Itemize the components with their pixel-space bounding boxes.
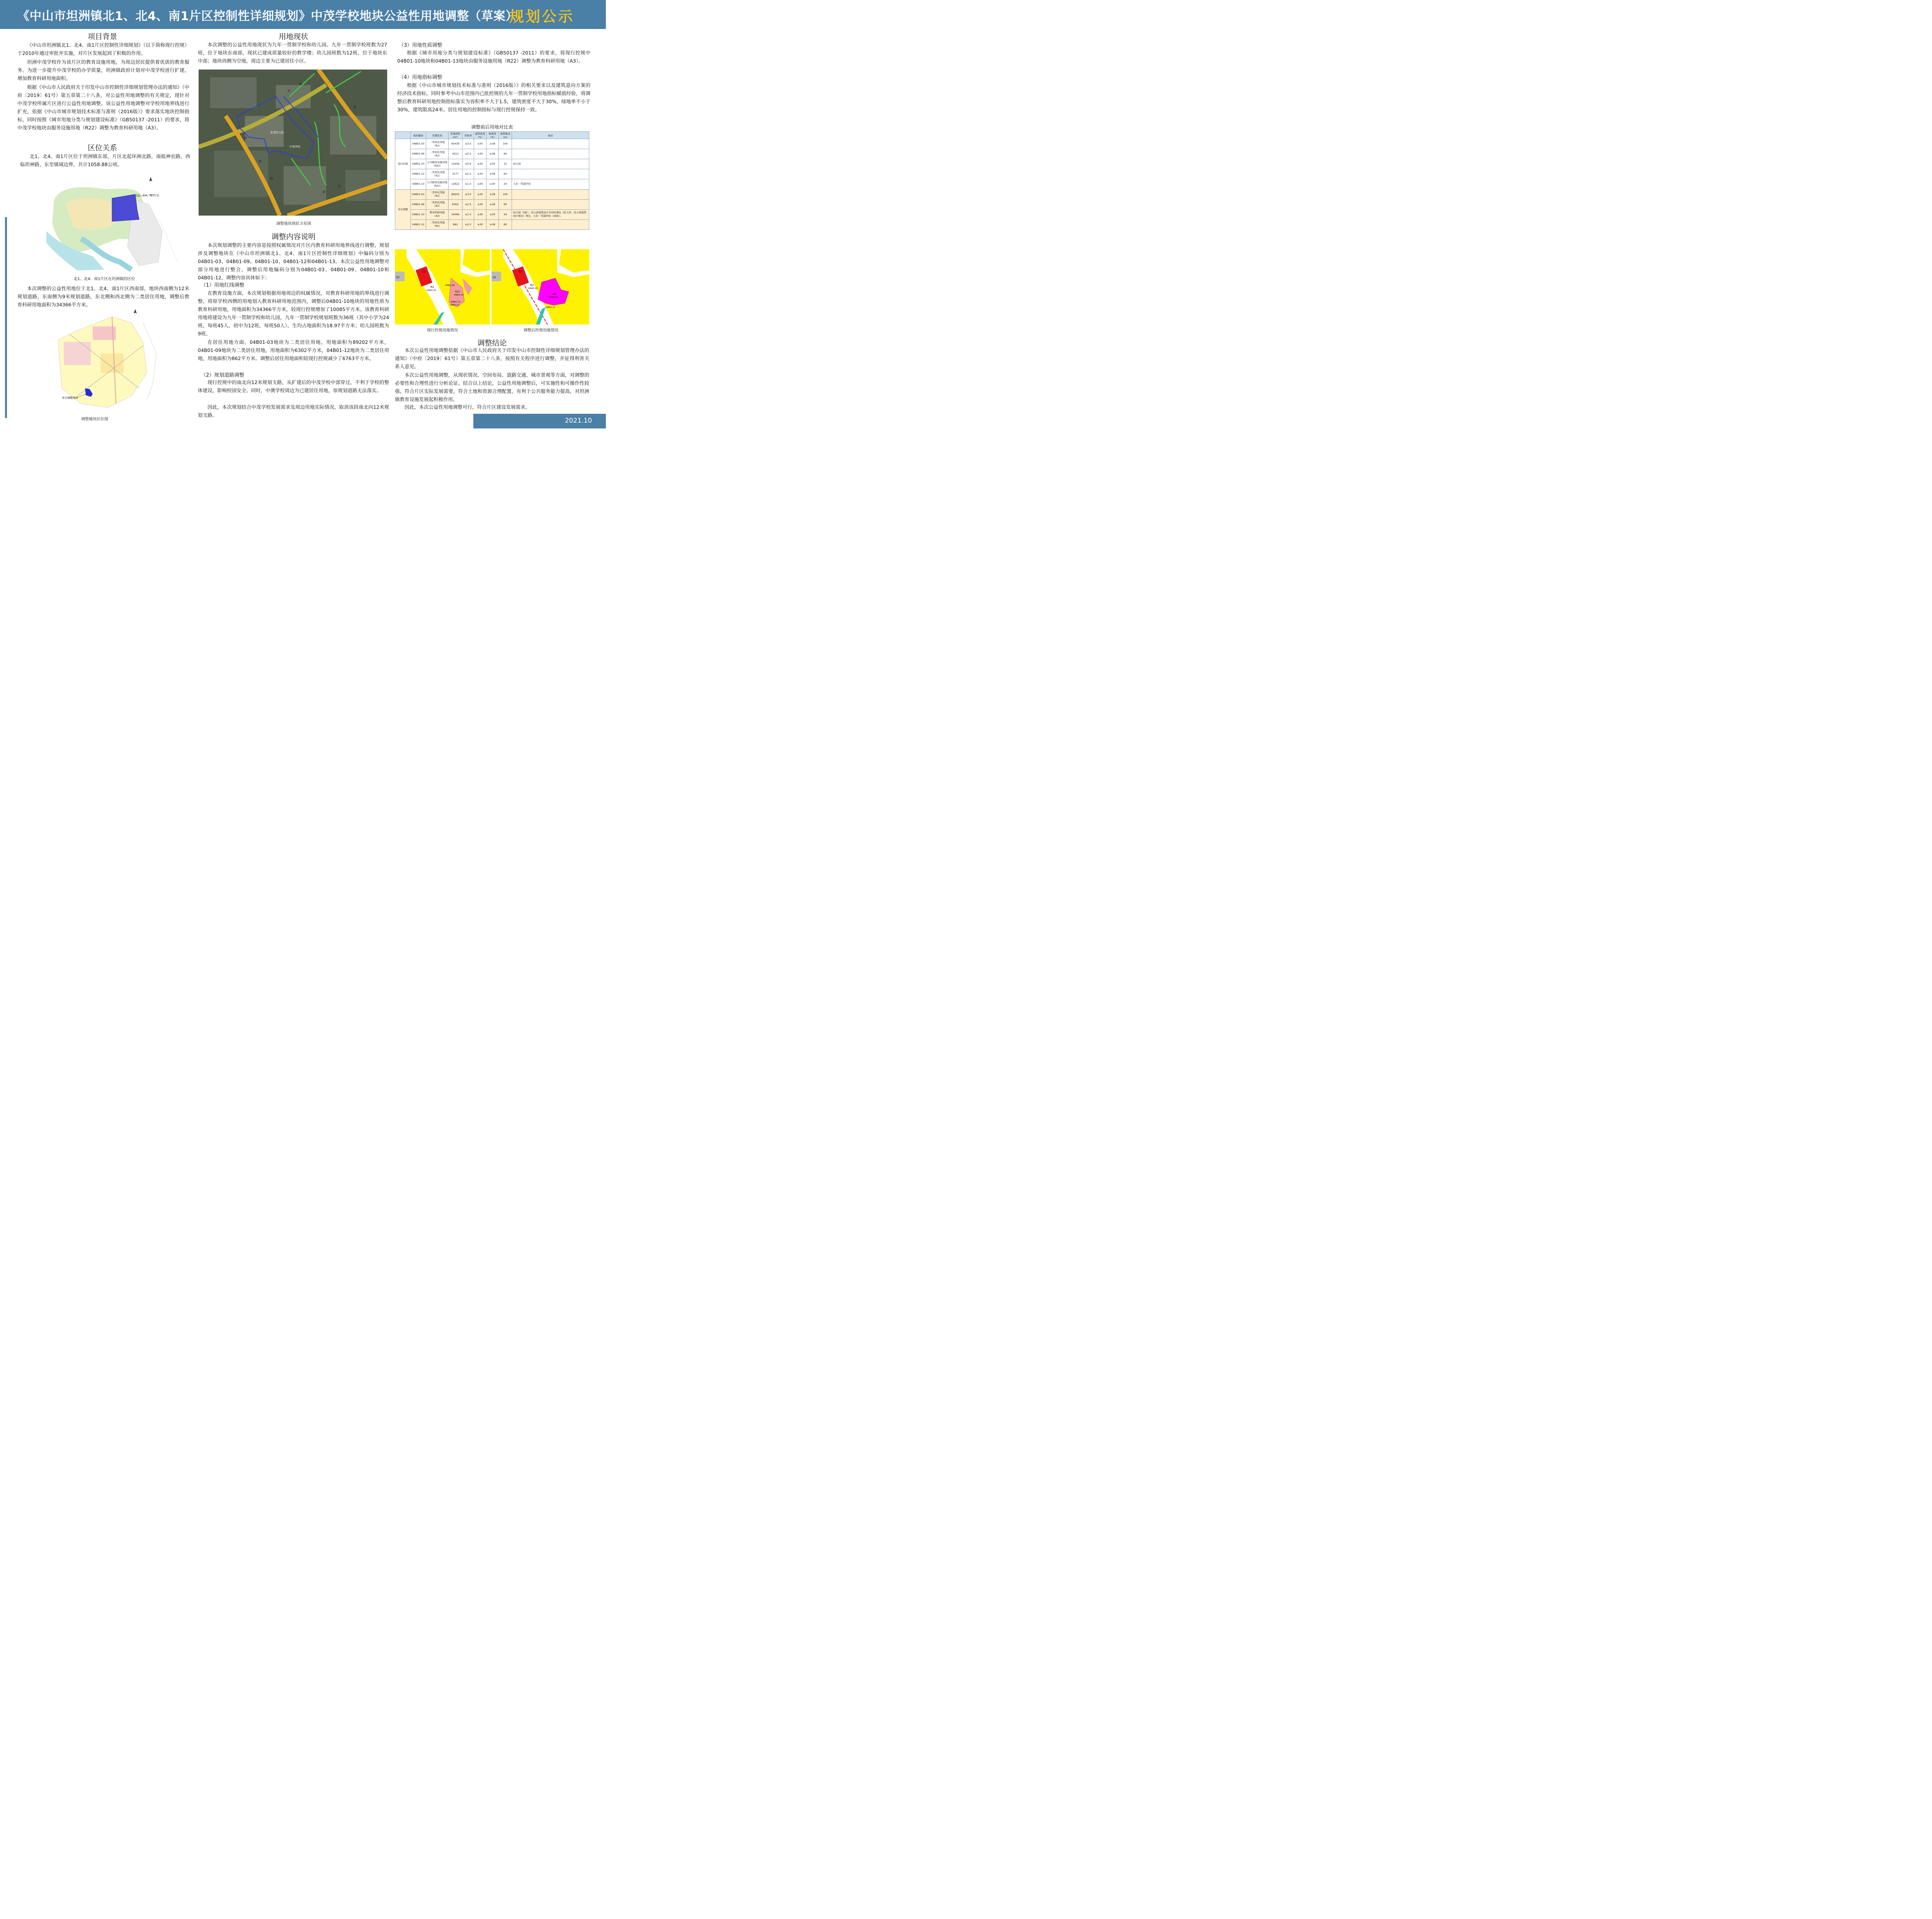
- district-map-label: 北1、北4、南1片区: [135, 194, 160, 197]
- table-cell: 幼儿园（9班），幼儿园建筑设计应同时满足《托儿所、幼儿园建筑设计规范》规定，九年一贯制学校（36班）。: [512, 209, 589, 219]
- table-cell: 04B01-12: [411, 169, 426, 179]
- table-cell: ≤30: [474, 209, 486, 219]
- table-cell: 二类居住用地（R2）: [426, 219, 449, 229]
- table-cell: ≤0.6: [463, 159, 474, 169]
- content-subheading-1: （1）用地红线调整: [201, 282, 245, 288]
- table-header-cell: 地块编码: [411, 132, 426, 139]
- adjusted-plan-label-a3: A3: [553, 292, 556, 296]
- notice-stamp: 规划公示: [509, 8, 575, 25]
- table-cell: 04B01-10: [411, 159, 426, 169]
- conclusion-heading: 调整结论: [477, 339, 507, 347]
- location-para-2: 本次调整的公益性用地位于北1、北4、南1片区西南部，地块西南侧为12米规划道路，东南侧为9米规划道路，东北侧和西北侧为二类居住用地，调整后教育科研用地面积为34366平方米。: [17, 286, 189, 308]
- table-cell: ≤2.5: [463, 219, 474, 229]
- table-cell: ≤3.0: [463, 139, 474, 149]
- table-cell: 04B01-10: [411, 209, 426, 219]
- table-cell: [512, 139, 589, 149]
- background-heading: 项目背景: [87, 32, 117, 41]
- footer-bar: [473, 414, 606, 428]
- table-row: [395, 209, 589, 219]
- adjusted-plan-label-c2: C2: [519, 270, 522, 273]
- table-cell: ≥38: [486, 219, 499, 229]
- table-header-cell: 用地性质: [426, 132, 449, 139]
- current-plan-code-03: 04B01-03: [427, 289, 436, 292]
- table-cell: 04B01-03: [411, 139, 426, 149]
- table-cell: ≤30: [474, 169, 486, 179]
- table-cell: 60: [499, 149, 512, 159]
- parcel-map-caption: 调整地块区位图: [81, 417, 108, 422]
- comparison-table: [395, 131, 589, 230]
- table-header-cell: 容积率: [463, 132, 474, 139]
- table-row: [395, 189, 589, 199]
- sat-road-label-2: 路: [299, 82, 302, 86]
- table-row: [395, 179, 589, 189]
- table-cell: 二类居住用地（R2）: [426, 199, 449, 209]
- sat-road-label-5: 路: [270, 177, 273, 180]
- table-cell: ≤30: [474, 159, 486, 169]
- table-cell: ≤30: [474, 189, 486, 199]
- table-cell: [512, 169, 589, 179]
- table-cell: ≤30: [474, 149, 486, 159]
- sat-road-label-7: 神: [322, 190, 325, 194]
- table-cell: 九年一贯制学校: [512, 179, 589, 189]
- table-cell: 04B01-09: [411, 199, 426, 209]
- sat-road-label-6: 农: [338, 185, 341, 188]
- table-header-row: [395, 132, 589, 139]
- table-cell: 95439: [449, 139, 463, 149]
- sidebar-accent: [5, 217, 7, 418]
- table-cell: [512, 149, 589, 159]
- table-cell: 4513: [449, 149, 463, 159]
- table-cell: 12622: [449, 179, 463, 189]
- table-cell: 6302: [449, 199, 463, 209]
- current-plan-code-12: 04B01-12: [450, 304, 459, 306]
- table-cell: ≤1.5: [463, 209, 474, 219]
- table-cell: ≥38: [486, 139, 499, 149]
- sat-road-label-3: 神: [244, 136, 247, 140]
- status-heading: 用地现状: [279, 32, 308, 41]
- adjusted-plan-code-03: 04B01-03: [528, 287, 538, 290]
- table-cell: ≤30: [474, 199, 486, 209]
- adjusted-plan-label-s2: S2: [493, 276, 496, 279]
- table-cell: 34366: [449, 209, 463, 219]
- table-cell: ≤3.0: [463, 189, 474, 199]
- table-cell: ≥30: [486, 209, 499, 219]
- table-cell: 60: [499, 199, 512, 209]
- table-cell: 04B01-09: [411, 149, 426, 159]
- table-cell: 公共服务设施用地（R22）: [426, 179, 449, 189]
- table-row: [395, 219, 589, 229]
- background-para-2: 坦洲中茂学校作为该片区的教育设施用地，为周边居民提供着优质的教育服务。为进一步提升中茂学校的办学质量，坦洲镇政府计划对中茂学校进行扩建，增加教育科研用地面积。: [17, 59, 189, 81]
- page-title: 《中山市坦洲镇北1、北4、南1片区控制性详细规划》中茂学校地块公益性用地调整（草案）: [17, 9, 518, 23]
- nature-para-1: 根据《城市用地分类与规划建设标准》（GB50137 -2011）的要求，将现行控规中04B01-10地块和04B01-13地块由服务设施用地（R22）调整为教育科研用地（A3）。: [397, 50, 590, 64]
- table-header-cell: [395, 132, 411, 139]
- table-cell: 04B01-12: [411, 219, 426, 229]
- table-cell: 20: [499, 179, 512, 189]
- table-cell: 100: [499, 189, 512, 199]
- current-plan-label-c2: C2: [422, 270, 426, 273]
- content-subheading-2: （2）规划道路调整: [201, 372, 245, 378]
- location-para-1: 北1、北4、南1片区位于坦洲镇东部，片区北起环洲北路，南抵神农路，西临坦神路，东至镇域边界，共计1058.88公顷。: [20, 153, 190, 167]
- content-para-1: 本次规划调整的主要内容是按照权属情况对片区内教育科研用地界线进行调整，规划涉及调整地块在《中山市坦洲镇北1、北4、南1片区控制性详细规划》中编码分别为04B01-03、04B01-09、04B01-10、04B01-12和04B01-13。本次公益性用地调整对部分用地进行整合，调整后用地编码分别为04B01-03、04B01-09、04B01-10和04B01-12，调整内容具体如下：: [198, 242, 389, 280]
- adjusted-plan-code-12: 04B01-12: [546, 306, 555, 309]
- table-cell: ≤2.5: [463, 169, 474, 179]
- table-group-cell: 现行控规: [395, 139, 411, 190]
- table-header-cell: 建筑限高（m）: [499, 132, 512, 139]
- table-cell: 60: [499, 219, 512, 229]
- adjusted-plan-map: [492, 249, 589, 325]
- table-cell: 04B01-13: [411, 179, 426, 189]
- current-plan-code-13: 04B01-13: [451, 301, 461, 303]
- table-header-cell: 用地面积（m²）: [449, 132, 463, 139]
- table-cell: 二类居住用地（R2）: [426, 169, 449, 179]
- district-map-caption: 北1、北4、南1片区在坦洲镇的区位: [73, 277, 135, 281]
- sat-road-label-8: 路: [353, 105, 356, 109]
- table-cell: 04B01-03: [411, 189, 426, 199]
- table-header-cell: 建筑密度（%）: [474, 132, 486, 139]
- table-cell: 二类居住用地（R2）: [426, 189, 449, 199]
- table-cell: 15: [499, 159, 512, 169]
- nature-subheading: （3）用地性质调整: [399, 42, 442, 48]
- table-cell: [512, 219, 589, 229]
- sat-road-label-4: 神: [259, 160, 262, 163]
- satellite-caption: 调整地块现状卫星图: [276, 222, 311, 226]
- district-location-map: [43, 173, 182, 274]
- table-cell: 幼儿园: [512, 159, 589, 169]
- content-para-4: 现行控规中的南北向12米规划支路，从扩建后的中茂学校中部穿过，不利于学校的整体建设，影响校园安全。同时，中澳学校周边为已建居住用地，原规划道路无法落实。: [198, 379, 389, 393]
- conclusion-para-2: 本次公益性用地调整，从现状情况、空间布局、道路交通、城市景观等方面，对调整的必要性和合理性进行分析论证。结合以上结论，公益性用地调整后，可实施性和可操作性较强，符合片区实际发展需要，符合土地和资源合理配置，有利于公共服务能力提高，对坦洲镇教育设施发展起积极作用。: [395, 372, 589, 402]
- table-cell: 100: [499, 139, 512, 149]
- table-cell: [512, 189, 589, 199]
- table-cell: 11659: [449, 159, 463, 169]
- table-cell: ≤2.5: [463, 149, 474, 159]
- current-plan-map: [395, 249, 490, 325]
- table-cell: ≥30: [486, 179, 499, 189]
- table-cell: ≥30: [486, 159, 499, 169]
- table-cell: 24: [499, 209, 512, 219]
- table-cell: 862: [449, 219, 463, 229]
- adjusted-plan-label-r2: R2: [530, 284, 534, 287]
- satellite-image: [199, 70, 387, 216]
- table-cell: ≤30: [474, 139, 486, 149]
- background-para-3: 根据《中山市人民政府关于印发中山市控制性详细规划管理办法的通知》（中府〔2019〕61号）第五章第二十八条，对公益性用地调整的有关规定，现针对中茂学校所属片区进行公益性用地调整。该公益性用地调整对学校用地界线进行扩充，依据《中山市城市规划技术标准与准则（2016版）》要求落实地块控制指标，同时按照《城市用地分类与规划建设标准》（GB50137 -2011）的要求，将中茂学校地块由服务设施用地（R22）调整为教育科研用地（A3）。: [17, 84, 189, 131]
- parcel-location-map: [54, 307, 158, 411]
- table-group-cell: 本次调整: [395, 189, 411, 229]
- table-cell: 3177: [449, 169, 463, 179]
- adjusted-plan-caption: 调整后控规用地情况: [524, 328, 558, 333]
- footer-date: 2021.10: [565, 417, 592, 425]
- current-plan-label-r2: R2: [430, 286, 434, 289]
- table-cell: ≥38: [486, 169, 499, 179]
- table-cell: ≥38: [486, 189, 499, 199]
- table-cell: ≥38: [486, 199, 499, 209]
- content-para-3: 在居住用地方面，04B01-03地块为二类居住用地，用地面积为89202平方米，04B01-09地块为二类居住用地，用地面积为6302平方米，04B01-12地块为二类居住用地，用地面积为862平方米。调整后居住用地面积较现行控规减少了6763平方米。: [198, 339, 389, 361]
- location-heading: 区位关系: [87, 144, 117, 152]
- adjusted-plan-code-10: 04B01-10: [549, 296, 558, 299]
- indicator-subheading: （4）用地指标调整: [399, 75, 442, 80]
- content-para-5: 因此，本次规划结合中茂学校发展需求及周边用地实际情况，取消该段南北向12米规划支路。: [198, 404, 389, 418]
- table-row: [395, 149, 589, 159]
- table-row: [395, 169, 589, 179]
- table-cell: ≤30: [474, 179, 486, 189]
- sat-kindergarten-label: 金茂幼儿园: [270, 131, 284, 134]
- table-cell: [512, 199, 589, 209]
- table-cell: 教育科研用地（A3）: [426, 209, 449, 219]
- content-para-2: 在教育设施方面，本次规划根据用地周边的权属情况，对教育科研用地的界线进行调整，将原学校西侧的用地划入教育科研用地范围内，调整后04B01-10地块的用地性质为教育科研用地，用地面积为34366平方米，较现行控规增加了10085平方米。该教育科研用地将建设为九年一贯制学校和幼儿园，九年一贯制学校规划班数为36班（其中小学为24班，每班45人，初中为12班，每班50人），生均占地面积为18.97平方米；幼儿园班数为9班。: [198, 290, 389, 337]
- table-cell: ≤30: [474, 219, 486, 229]
- parcel-map-label: 本次调整地块: [62, 396, 78, 399]
- background-para-1: 《中山市坦洲镇北1、北4、南1片区控制性详细规划》（以下简称现行控规）于2010年通过审批并实施，对片区发展起到了积极的作用。: [17, 42, 189, 56]
- table-cell: 89202: [449, 189, 463, 199]
- table-cell: 公共服务设施用地（R22）: [426, 159, 449, 169]
- table-cell: ≤2.5: [463, 199, 474, 209]
- table-title: 调整前后用地对比表: [471, 124, 513, 130]
- indicator-para: 根据《中山市城市规划技术标准与准则（2016版）》的相关要求以及建筑意向方案的经济技术指标，同时参考中山市范围内已批控规的九年一贯制学校用地指标赋值经验，将调整后教育科研用地控制指标落实为容积率不大于1.5，建筑密度不大于30%，绿地率不小于30%，建筑限高24米。居住用地的控制指标与现行控规保持一致。: [397, 82, 591, 112]
- sat-road-label-1: 坦: [287, 89, 291, 93]
- table-header-cell: 绿地率（%）: [486, 132, 499, 139]
- conclusion-para-3: 因此，本次公益性用地调整可行，符合片区建设发展需求。: [405, 404, 531, 410]
- sat-school-label: 中茂学校: [289, 145, 300, 148]
- table-header-cell: 备注: [512, 132, 589, 139]
- table-row: [395, 139, 589, 149]
- current-plan-label-s2: S2: [396, 276, 400, 279]
- table-row: [395, 199, 589, 209]
- table-cell: 60: [499, 169, 512, 179]
- current-plan-label-r22: R22: [455, 291, 460, 293]
- table-cell: 二类居住用地（R2）: [426, 139, 449, 149]
- current-plan-caption: 现行控规用地情况: [427, 328, 458, 333]
- current-plan-code-09: 04B01-09: [445, 284, 455, 287]
- table-row: [395, 159, 589, 169]
- north-arrow-icon: [134, 309, 137, 314]
- table-cell: ≥38: [486, 149, 499, 159]
- table-cell: ≤1.0: [463, 179, 474, 189]
- conclusion-para-1: 本次公益性用地调整依据《中山市人民政府关于印发中山市控制性详细规划管理办法的通知》（中府〔2019〕61号）第五章第二十八条，按照有关程序进行调整，并征得利害关系人意见。: [395, 347, 589, 369]
- current-plan-code-10: 04B01-10: [454, 294, 464, 296]
- header-bar: [0, 0, 606, 29]
- status-para-1: 本次调整的公益性用地现状为九年一贯制学校和幼儿园。九年一贯制学校班数为27班，位于地块东南部，现状已建成质量较好的教学楼；幼儿园班数为12班，位于地块东中部；地块西侧为空地，周边主要为已建居住小区。: [198, 42, 387, 64]
- content-heading: 调整内容说明: [271, 233, 316, 241]
- table-cell: 二类居住用地（R2）: [426, 149, 449, 159]
